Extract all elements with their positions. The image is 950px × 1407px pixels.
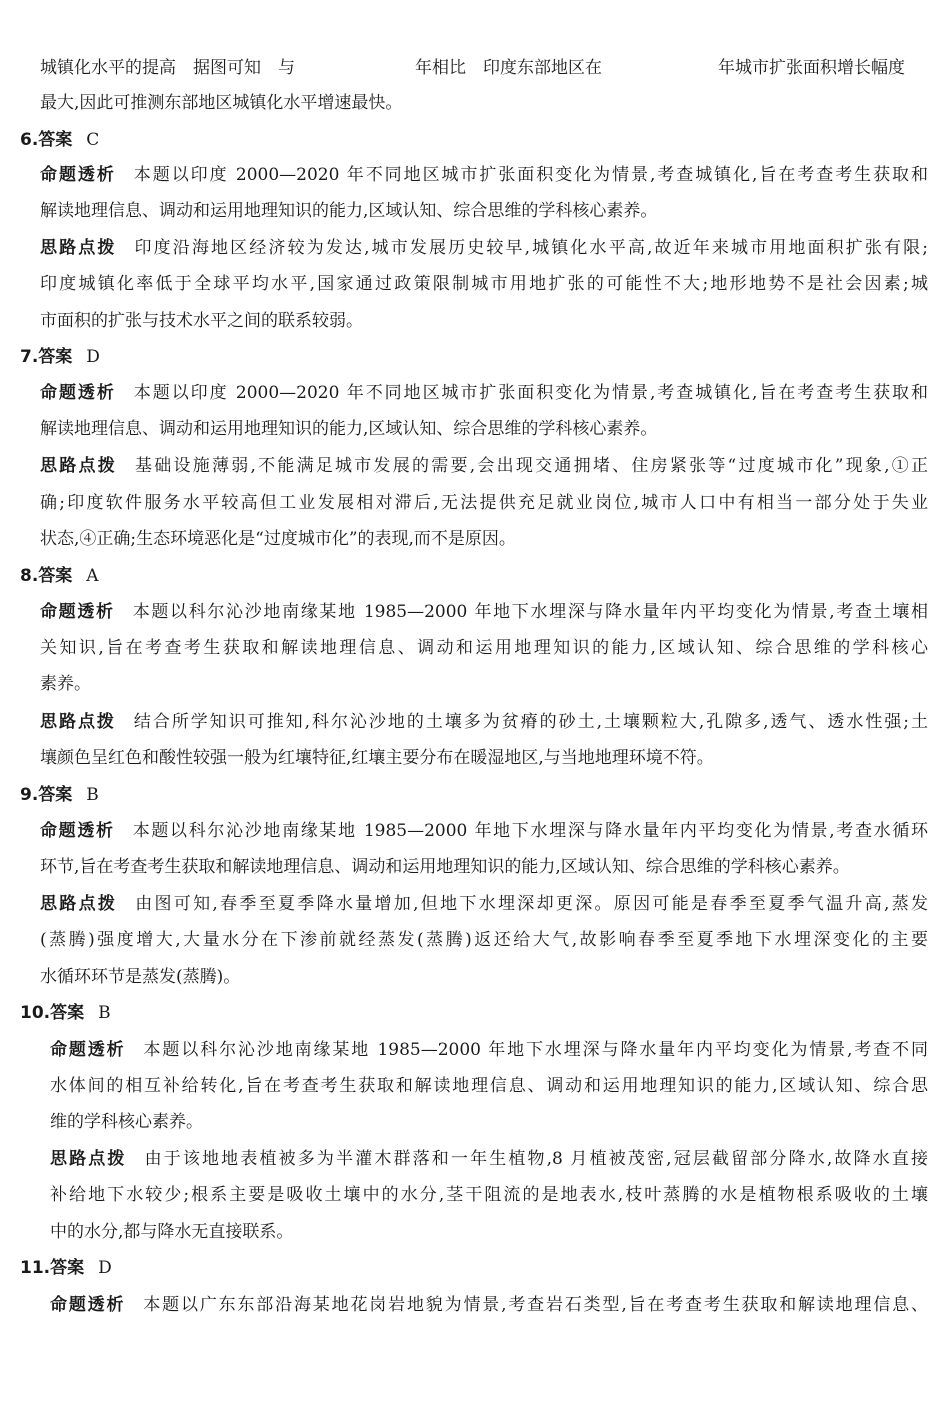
answer-label: 答案 [50, 1003, 85, 1023]
q6-hint-line-1: 思路点拨 印度沿海地区经济较为发达,城市发展历史较早,城镇化水平高,故近年来城市用地面积扩张有限; [40, 238, 928, 258]
q8-analysis-line-3: 素养。 [40, 674, 91, 694]
analysis-label: 命题透析 [50, 1040, 126, 1060]
q9-hint-line-1: 思路点拨 由图可知,春季至夏季降水量增加,但地下水埋深却更深。原因可能是春季至夏季气温升高,蒸发 [40, 894, 928, 914]
analysis-label: 命题透析 [40, 821, 115, 841]
answer-value: C [86, 130, 100, 150]
intro-segment-1: 城镇化水平的提高 据图可知 与 [40, 58, 295, 78]
hint-label: 思路点拨 [40, 456, 117, 476]
hint-label: 思路点拨 [50, 1149, 127, 1169]
question-11-header [20, 1253, 112, 1283]
hint-label: 思路点拨 [40, 238, 117, 258]
q9-analysis-line-2: 环节,旨在考查考生获取和解读地理信息、调动和运用地理知识的能力,区域认知、综合思维的学科核心素养。 [40, 857, 850, 877]
q8-hint-line-2: 壤颜色呈红色和酸性较强一般为红壤特征,红壤主要分布在暖湿地区,与当地地理环境不符。 [40, 748, 714, 768]
intro-segment-3: 年城市扩张面积增长幅度 [718, 58, 905, 78]
answer-label: 答案 [38, 785, 73, 805]
answer-label: 答案 [38, 566, 73, 586]
question-6-header [20, 125, 99, 155]
intro-line-1 [0, 53, 950, 83]
q10-hint-line-2: 补给地下水较少;根系主要是吸收土壤中的水分,茎干阻流的是地表水,枝叶蒸腾的水是植物根系吸收的土壤 [50, 1185, 928, 1205]
intro-segment-2: 年相比 印度东部地区在 [415, 58, 602, 78]
question-9-header [20, 780, 99, 810]
q6-analysis-line-2: 解读地理信息、调动和运用地理知识的能力,区域认知、综合思维的学科核心素养。 [40, 201, 658, 221]
analysis-label: 命题透析 [40, 383, 116, 403]
answer-label: 答案 [50, 1258, 85, 1278]
intro-segment-4: 最大,因此可推测东部地区城镇化水平增速最快。 [40, 93, 403, 113]
q7-hint-line-3: 状态,④正确;生态环境恶化是“过度城市化”的表现,而不是原因。 [40, 529, 516, 549]
question-8-header [20, 561, 99, 591]
q7-analysis-line-2: 解读地理信息、调动和运用地理知识的能力,区域认知、综合思维的学科核心素养。 [40, 419, 658, 439]
q10-analysis-line-1: 命题透析 本题以科尔沁沙地南缘某地 1985—2000 年地下水埋深与降水量年内平均变化为情景,考查不同 [50, 1040, 928, 1060]
q6-hint-line-3: 市面积的扩张与技术水平之间的联系较弱。 [40, 311, 363, 331]
q10-hint-line-1: 思路点拨 由于该地地表植被多为半灌木群落和一年生植物,8 月植被茂密,冠层截留部分降水,故降水直接 [50, 1149, 928, 1169]
answer-value: B [98, 1003, 111, 1023]
hint-label: 思路点拨 [40, 894, 118, 914]
answer-label: 答案 [38, 347, 73, 367]
answer-value: A [86, 566, 99, 586]
q6-hint-line-2: 印度城镇化率低于全球平均水平,国家通过政策限制城市用地扩张的可能性不大;地形地势不是社会因素;城 [40, 274, 928, 294]
analysis-label: 命题透析 [40, 602, 115, 622]
question-7-header [20, 342, 100, 372]
q7-hint-line-2: 确;印度软件服务水平较高但工业发展相对滞后,无法提供充足就业岗位,城市人口中有相当一部分处于失业 [40, 493, 928, 513]
analysis-label: 命题透析 [40, 165, 116, 185]
question-number: 6. [20, 130, 39, 150]
hint-label: 思路点拨 [40, 712, 116, 732]
question-number: 9. [20, 785, 39, 805]
q11-analysis-line-1: 命题透析 本题以广东东部沿海某地花岗岩地貌为情景,考查岩石类型,旨在考查考生获取和解读地理信息、 [50, 1295, 928, 1315]
q7-hint-line-1: 思路点拨 基础设施薄弱,不能满足城市发展的需要,会出现交通拥堵、住房紧张等“过度城市化”现象,①正 [40, 456, 928, 476]
answer-value: D [98, 1258, 112, 1278]
intro-line-2 [0, 88, 950, 118]
question-10-header [20, 998, 111, 1028]
answer-value: D [86, 347, 100, 367]
q8-analysis-line-2: 关知识,旨在考查考生获取和解读地理信息、调动和运用地理知识的能力,区域认知、综合思维的学科核心 [40, 638, 928, 658]
q9-hint-line-3: 水循环环节是蒸发(蒸腾)。 [40, 967, 241, 987]
q8-hint-line-1: 思路点拨 结合所学知识可推知,科尔沁沙地的土壤多为贫瘠的砂土,土壤颗粒大,孔隙多,透气、透水性强;土 [40, 712, 928, 732]
q6-analysis-line-1: 命题透析 本题以印度 2000—2020 年不同地区城市扩张面积变化为情景,考查城镇化,旨在考查考生获取和 [40, 165, 928, 185]
q10-analysis-line-3: 维的学科核心素养。 [50, 1112, 203, 1132]
question-number: 8. [20, 566, 39, 586]
answer-label: 答案 [38, 130, 73, 150]
q8-analysis-line-1: 命题透析 本题以科尔沁沙地南缘某地 1985—2000 年地下水埋深与降水量年内平均变化为情景,考查土壤相 [40, 602, 928, 622]
q7-analysis-line-1: 命题透析 本题以印度 2000—2020 年不同地区城市扩张面积变化为情景,考查城镇化,旨在考查考生获取和 [40, 383, 928, 403]
question-number: 7. [20, 347, 39, 367]
question-number: 11. [20, 1258, 51, 1278]
q9-analysis-line-1: 命题透析 本题以科尔沁沙地南缘某地 1985—2000 年地下水埋深与降水量年内平均变化为情景,考查水循环 [40, 821, 928, 841]
answer-value: B [86, 785, 99, 805]
q10-analysis-line-2: 水体间的相互补给转化,旨在考查考生获取和解读地理信息、调动和运用地理知识的能力,区域认知、综合思 [50, 1076, 928, 1096]
analysis-label: 命题透析 [50, 1295, 126, 1315]
q9-hint-line-2: (蒸腾)强度增大,大量水分在下渗前就经蒸发(蒸腾)返还给大气,故影响春季至夏季地下水埋深变化的主要 [40, 930, 928, 950]
question-number: 10. [20, 1003, 51, 1023]
q10-hint-line-3: 中的水分,都与降水无直接联系。 [50, 1222, 294, 1242]
